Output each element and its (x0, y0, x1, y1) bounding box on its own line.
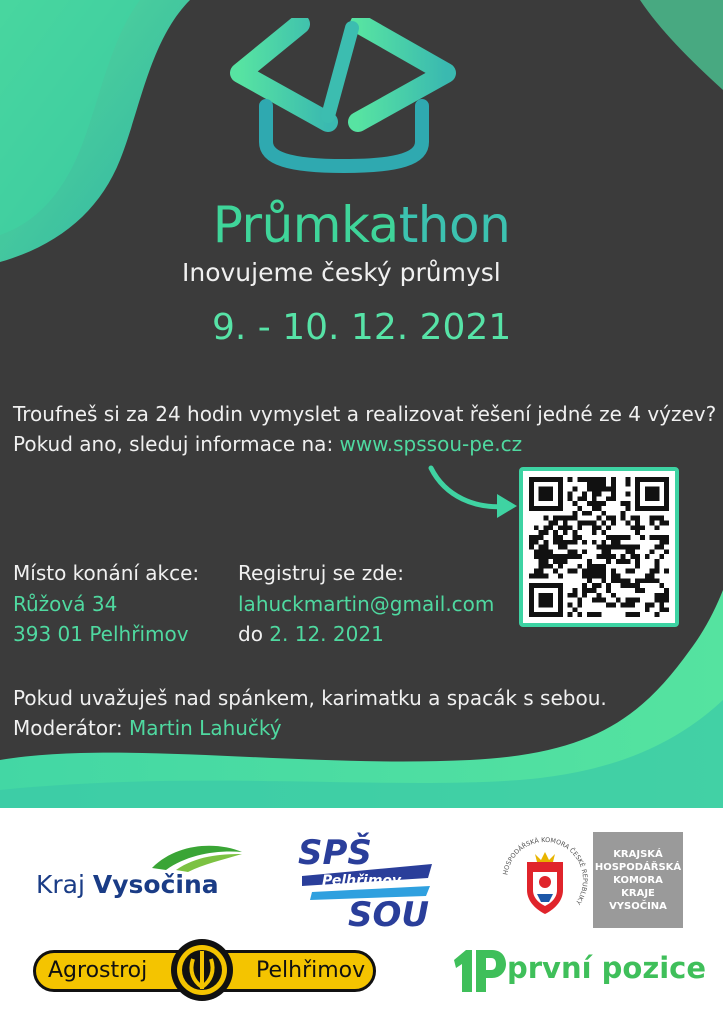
prvni-pozice-mark-icon (448, 942, 508, 998)
pelhrimov-text: Pelhřimov (322, 873, 402, 889)
deadline-prefix: do (238, 622, 270, 646)
venue-street: Růžová 34 (13, 592, 118, 616)
moderator-name: Martin Lahučký (129, 716, 282, 740)
krajska-komora-box: KRAJSKÁ HOSPODÁŘSKÁ KOMORA KRAJE VYSOČINA (593, 832, 683, 928)
venue-label: Místo konání akce: (13, 561, 200, 585)
venue-city: 393 01 Pelhřimov (13, 622, 189, 646)
challenge-text: Troufneš si za 24 hodin vymyslet a realizovat řešení jedné ze 4 výzev? (13, 402, 717, 426)
registration-deadline (238, 622, 384, 646)
event-title-part1: Průmka (212, 196, 399, 254)
agro-pelhrimov-text: Pelhřimov (256, 958, 366, 983)
deadline-date: 2. 12. 2021 (269, 622, 384, 646)
komora-ring-text: HOSPODÁŘSKÁ KOMORA ČESKÉ REPUBLIKY (501, 835, 590, 907)
agrostroj-text: Agrostroj (48, 958, 148, 983)
sou-text: SOU (348, 895, 429, 932)
arrow-icon (425, 462, 525, 524)
moderator-line (13, 716, 282, 740)
sleep-note: Pokud uvažuješ nad spánkem, karimatku a spacák s sebou. (13, 686, 607, 710)
kraj-vysocina-logo (36, 870, 219, 899)
event-title-part2: thon (398, 196, 511, 254)
event-title (0, 196, 723, 254)
prvni-pozice-logo: první pozice (507, 951, 707, 985)
event-date: 9. - 10. 12. 2021 (212, 307, 512, 348)
hospodarska-komora-emblem (497, 832, 593, 928)
sps-sou-pelhrimov-logo (292, 826, 442, 932)
prumkathon-logo-icon (228, 18, 460, 174)
kraj-text: Kraj (36, 870, 93, 899)
registration-email[interactable]: lahuckmartin@gmail.com (238, 592, 495, 616)
agrostroj-emblem-icon (169, 937, 235, 1003)
event-subtitle: Inovujeme český průmysl (182, 258, 501, 287)
qr-code-icon (529, 477, 669, 617)
vysocina-text: Vysočina (92, 870, 219, 899)
info-prefix: Pokud ano, sleduj informace na: (13, 432, 340, 456)
sps-text: SPŠ (298, 833, 372, 873)
moderator-label: Moderátor: (13, 716, 130, 740)
qr-code[interactable] (519, 467, 679, 627)
kraj-vysocina-swoosh-icon (148, 840, 246, 874)
registration-label: Registruj se zde: (238, 561, 404, 585)
website-link[interactable]: www.spssou-pe.cz (339, 432, 523, 456)
info-line (13, 432, 522, 456)
